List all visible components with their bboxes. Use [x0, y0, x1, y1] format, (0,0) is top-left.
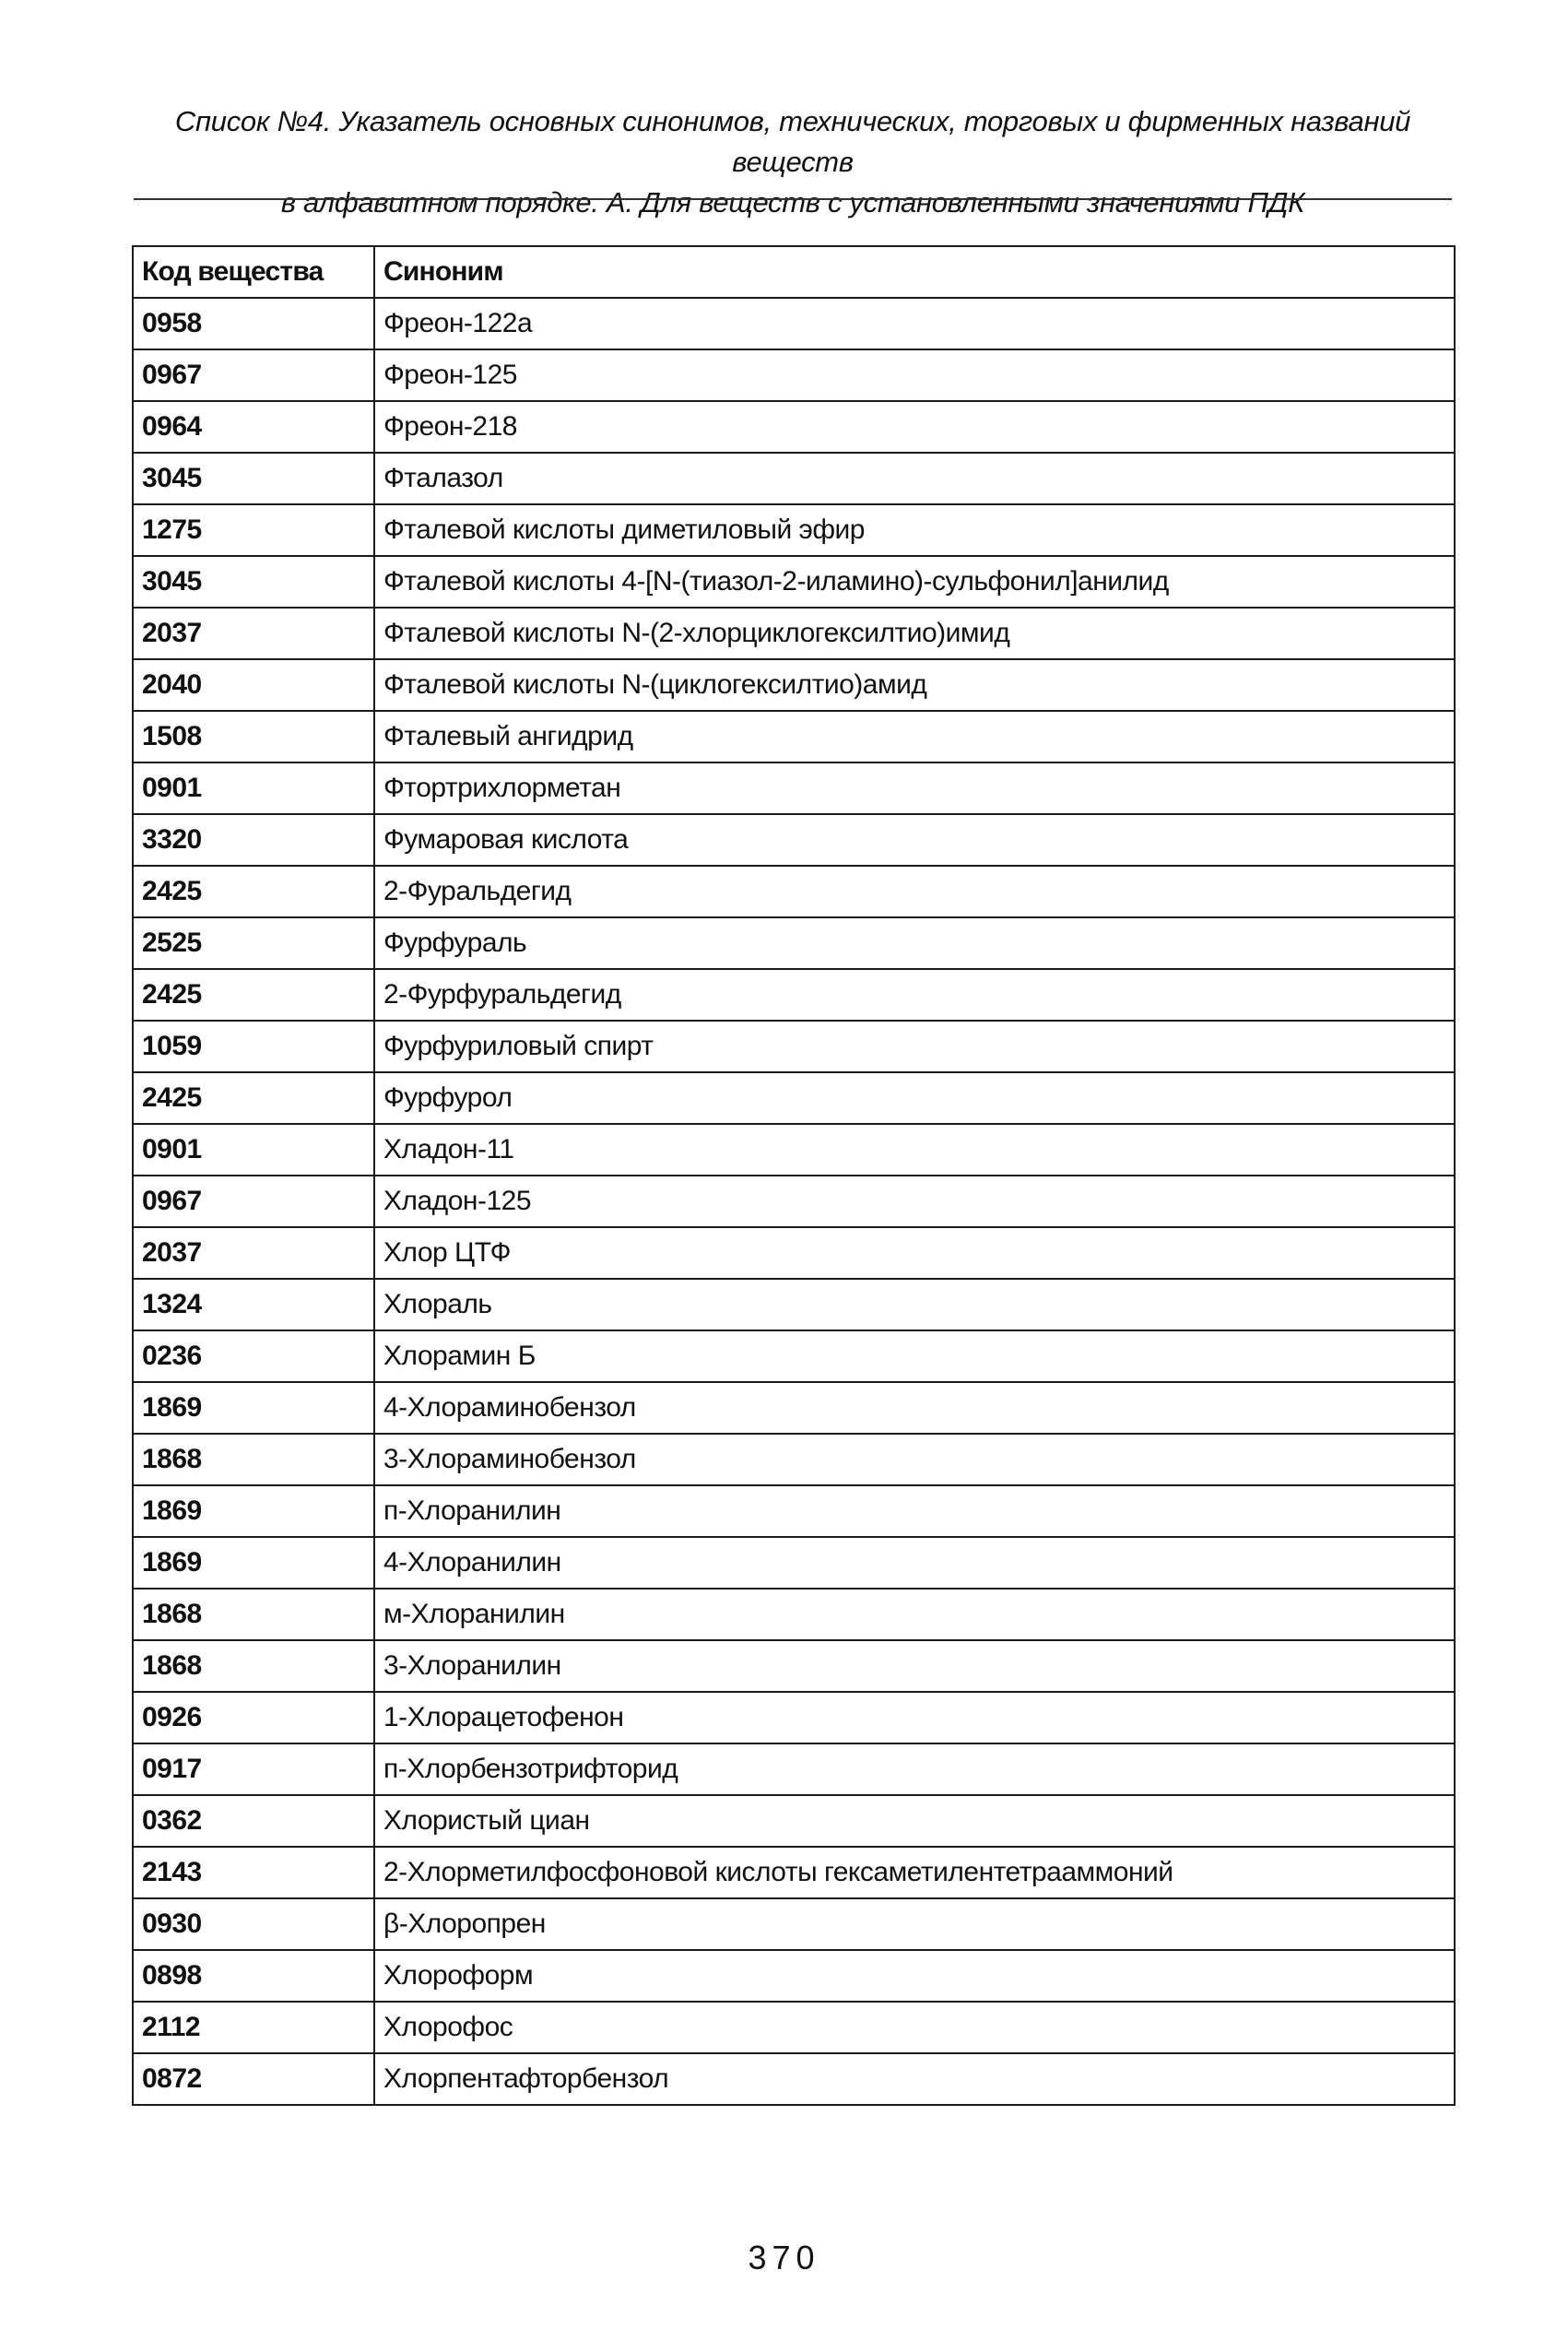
substance-code-cell: 0967	[133, 1176, 374, 1227]
synonym-cell: 4-Хлоранилин	[374, 1537, 1455, 1589]
table-row	[133, 453, 1455, 504]
synonym-cell: 1-Хлорацетофенон	[374, 1692, 1455, 1743]
substance-code-cell: 0236	[133, 1330, 374, 1382]
synonym-cell: Фталевой кислоты N-(циклогексилтио)амид	[374, 659, 1455, 711]
substance-code-cell: 1059	[133, 1021, 374, 1072]
substance-code-cell: 0901	[133, 1124, 374, 1176]
substance-code-cell: 0926	[133, 1692, 374, 1743]
header-line-2: в алфавитном порядке. А. Для веществ с установленными значениями ПДК	[280, 186, 1305, 219]
table-row	[133, 349, 1455, 401]
synonym-cell: 3-Хлоранилин	[374, 1640, 1455, 1692]
synonym-cell: Фталевой кислоты N-(2-хлорциклогексилтио)имид	[374, 608, 1455, 659]
substance-code-cell: 1324	[133, 1279, 374, 1330]
substance-code-cell: 0930	[133, 1898, 374, 1950]
table-row	[133, 1950, 1455, 2002]
synonym-cell: Фталевой кислоты диметиловый эфир	[374, 504, 1455, 556]
substance-code-cell: 0958	[133, 298, 374, 349]
table-row	[133, 1434, 1455, 1485]
table-row	[133, 1124, 1455, 1176]
synonym-cell: Фталевой кислоты 4-[N-(тиазол-2-иламино)-сульфонил]анилид	[374, 556, 1455, 608]
synonym-cell: Хлороформ	[374, 1950, 1455, 2002]
synonym-cell: Фтортрихлорметан	[374, 762, 1455, 814]
table-row	[133, 1743, 1455, 1795]
synonym-cell: 2-Фурфуральдегид	[374, 969, 1455, 1021]
table-row	[133, 1795, 1455, 1847]
substance-code-cell: 2425	[133, 969, 374, 1021]
synonym-cell: Фурфурол	[374, 1072, 1455, 1124]
synonym-cell: Хладон-125	[374, 1176, 1455, 1227]
substance-code-cell: 3045	[133, 556, 374, 608]
page-number: 370	[748, 2239, 820, 2276]
substance-code-cell: 1275	[133, 504, 374, 556]
synonym-table	[132, 245, 1456, 2106]
table-row	[133, 1537, 1455, 1589]
table-row	[133, 1382, 1455, 1434]
synonym-cell: β-Хлоропрен	[374, 1898, 1455, 1950]
header-line-1: Список №4. Указатель основных синонимов, технических, торговых и фирменных названий веществ	[174, 105, 1411, 178]
synonym-cell: Фумаровая кислота	[374, 814, 1455, 866]
substance-code-cell: 1868	[133, 1640, 374, 1692]
synonym-cell: Хлорпентафторбензол	[374, 2053, 1455, 2105]
synonym-cell: п-Хлорбензотрифторид	[374, 1743, 1455, 1795]
substance-code-cell: 1869	[133, 1537, 374, 1589]
table-row	[133, 1589, 1455, 1640]
substance-code-cell: 3045	[133, 453, 374, 504]
synonym-cell: 4-Хлораминобензол	[374, 1382, 1455, 1434]
table-header-row	[133, 246, 1455, 298]
table-row	[133, 1898, 1455, 1950]
table-row	[133, 608, 1455, 659]
synonym-cell: Фреон-122а	[374, 298, 1455, 349]
synonym-cell: п-Хлоранилин	[374, 1485, 1455, 1537]
substance-code-cell: 1508	[133, 711, 374, 762]
synonym-cell: Хлористый циан	[374, 1795, 1455, 1847]
substance-code-cell: 1869	[133, 1485, 374, 1537]
synonym-cell: Фреон-125	[374, 349, 1455, 401]
synonym-cell: Хлорофос	[374, 2002, 1455, 2053]
table-row	[133, 1279, 1455, 1330]
synonym-cell: Хлорамин Б	[374, 1330, 1455, 1382]
table-row	[133, 2053, 1455, 2105]
table-row	[133, 1692, 1455, 1743]
substance-code-cell: 2037	[133, 1227, 374, 1279]
table-row	[133, 1847, 1455, 1898]
table-row	[133, 814, 1455, 866]
substance-code-cell: 2040	[133, 659, 374, 711]
table-row	[133, 866, 1455, 917]
synonym-cell: Фталевый ангидрид	[374, 711, 1455, 762]
substance-code-cell: 0964	[133, 401, 374, 453]
substance-code-cell: 0901	[133, 762, 374, 814]
table-row	[133, 504, 1455, 556]
header-divider	[134, 198, 1452, 200]
substance-code-cell: 0917	[133, 1743, 374, 1795]
table-row	[133, 556, 1455, 608]
substance-code-cell: 0898	[133, 1950, 374, 2002]
substance-code-cell: 2143	[133, 1847, 374, 1898]
table-row	[133, 401, 1455, 453]
substance-code-cell: 2425	[133, 1072, 374, 1124]
table-row	[133, 1640, 1455, 1692]
table-row	[133, 917, 1455, 969]
table-row	[133, 1330, 1455, 1382]
synonym-cell: Хлораль	[374, 1279, 1455, 1330]
synonym-cell: м-Хлоранилин	[374, 1589, 1455, 1640]
table-row	[133, 298, 1455, 349]
substance-code-cell: 0967	[133, 349, 374, 401]
synonym-cell: 3-Хлораминобензол	[374, 1434, 1455, 1485]
table-row	[133, 1485, 1455, 1537]
synonym-cell: 2-Хлорметилфосфоновой кислоты гексаметилентетрааммоний	[374, 1847, 1455, 1898]
synonym-cell: Хладон-11	[374, 1124, 1455, 1176]
substance-code-cell: 0362	[133, 1795, 374, 1847]
page-header	[134, 101, 1452, 223]
substance-code-cell: 2525	[133, 917, 374, 969]
table-body	[133, 298, 1455, 2105]
table-row	[133, 1176, 1455, 1227]
table-row	[133, 2002, 1455, 2053]
synonym-cell: Фурфуриловый спирт	[374, 1021, 1455, 1072]
substance-code-cell: 2112	[133, 2002, 374, 2053]
table-row	[133, 1227, 1455, 1279]
table-row	[133, 711, 1455, 762]
synonym-cell: 2-Фуральдегид	[374, 866, 1455, 917]
column-header-synonym: Синоним	[374, 246, 1455, 298]
table-row	[133, 659, 1455, 711]
synonym-cell: Фреон-218	[374, 401, 1455, 453]
table-row	[133, 969, 1455, 1021]
synonym-cell: Хлор ЦТФ	[374, 1227, 1455, 1279]
substance-code-cell: 1868	[133, 1589, 374, 1640]
substance-code-cell: 1868	[133, 1434, 374, 1485]
substance-code-cell: 1869	[133, 1382, 374, 1434]
column-header-code: Код вещества	[133, 246, 374, 298]
table-row	[133, 762, 1455, 814]
substance-code-cell: 3320	[133, 814, 374, 866]
substance-code-cell: 2037	[133, 608, 374, 659]
table-row	[133, 1072, 1455, 1124]
table-row	[133, 1021, 1455, 1072]
substance-code-cell: 2425	[133, 866, 374, 917]
synonym-cell: Фурфураль	[374, 917, 1455, 969]
substance-code-cell: 0872	[133, 2053, 374, 2105]
synonym-cell: Фталазол	[374, 453, 1455, 504]
